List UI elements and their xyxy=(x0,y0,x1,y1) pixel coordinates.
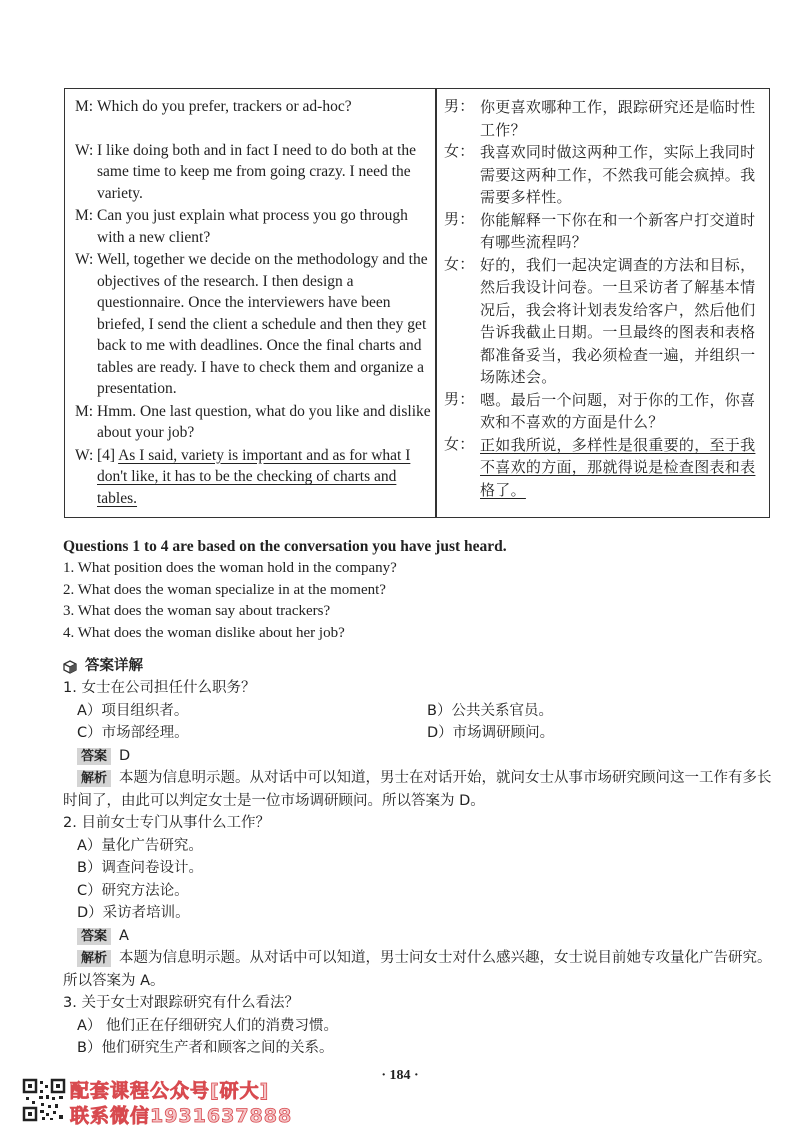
option: A） 他们正在仔细研究人们的消费习惯。 xyxy=(77,1017,339,1034)
option-row xyxy=(63,722,773,745)
answers-heading xyxy=(63,655,773,677)
dialogue-text: 好的，我们一起决定调查的方法和目标，然后我设计问卷。一旦采访者了解基本情况后，我会将计划表发给客户，然后他们告诉我截止日期。一旦最终的图表和表格都准备妥当，我必须检查一遍，并组织一场陈述会。 xyxy=(480,255,756,386)
questions-section xyxy=(63,536,768,644)
dialogue-turn-en xyxy=(75,249,431,400)
dialogue-turn-zh xyxy=(444,434,766,502)
answer-line xyxy=(63,745,773,768)
english-column xyxy=(75,96,431,509)
watermark-line: 联系微信1931637888 xyxy=(70,1105,293,1127)
dialogue-turn-zh xyxy=(444,141,766,209)
qr-code-icon xyxy=(22,1078,66,1122)
option: D）市场调研顾问。 xyxy=(427,725,555,741)
speaker-label: M: xyxy=(75,98,94,115)
analysis-text: 本题为信息明示题。从对话中可以知道，男士在对话开始，就问女士从事市场研究顾问这一工作有多长时间了，由此可以判定女士是一位市场调研顾问。所以答案为 D。 xyxy=(63,770,772,809)
option: B）他们研究生产者和顾客之间的关系。 xyxy=(77,1040,334,1056)
option-row xyxy=(63,700,773,723)
dialogue-turn-en xyxy=(75,140,431,205)
speaker-label: 女： xyxy=(444,436,475,453)
speaker-label: W: xyxy=(75,141,94,159)
question-item: 4. What does the woman dislike about her job? xyxy=(63,624,345,641)
cube-icon xyxy=(63,659,77,673)
option: B）公共关系官员。 xyxy=(427,702,553,719)
dialogue-text: Can you just explain what process you go through with a new client? xyxy=(97,207,408,246)
answer-value: D xyxy=(119,747,131,764)
answer-line xyxy=(63,925,773,948)
analysis-tag: 解析 xyxy=(77,770,111,787)
dialogue-text xyxy=(97,445,431,510)
option: B）调查问卷设计。 xyxy=(77,860,203,876)
analysis-line xyxy=(63,947,773,992)
dialogue-text: 我喜欢同时做这两种工作，实际上我同时需要这两种工作，不然我可能会疯掉。我需要多样性。 xyxy=(480,143,756,206)
question-item: 2. What does the woman specialize in at the moment? xyxy=(63,581,386,598)
dialogue-turn-en xyxy=(75,401,431,444)
question-marker: [4] xyxy=(97,446,119,464)
dialogue-text: Hmm. One last question, what do you like and dislike about your job? xyxy=(97,402,431,441)
dialogue-text: 你能解释一下你在和一个新客户打交道时有哪些流程吗？ xyxy=(480,210,756,251)
dialogue-text: 嗯。最后一个问题，对于你的工作，你喜欢和不喜欢的方面是什么？ xyxy=(480,390,756,431)
answers-title: 答案详解 xyxy=(85,658,143,674)
speaker-label: 女： xyxy=(444,256,475,273)
answers-section xyxy=(63,655,773,1060)
dialogue-turn-zh xyxy=(444,209,766,254)
dialogue-turn-en xyxy=(75,445,431,510)
answer-value: A xyxy=(119,927,129,944)
dialogue-turn-en xyxy=(75,96,431,118)
answer-tag: 答案 xyxy=(77,748,111,765)
dialogue-text: Well, together we decide on the methodology and the objectives of the research. I then design a questionnaire. Once the interviewers have been briefed, I send the client a schedule and then they get back to me with deadlines. Once the final charts and tables are ready. I have to check them and organize a presentation. xyxy=(97,251,428,397)
dialogue-turn-zh xyxy=(444,389,766,434)
watermark-line: 配套课程公众号[研大] xyxy=(70,1080,270,1102)
option: A）量化广告研究。 xyxy=(77,837,203,854)
question-item: 1. What position does the woman hold in the company? xyxy=(63,560,397,576)
speaker-label: 男： xyxy=(444,211,475,228)
analysis-tag: 解析 xyxy=(77,950,111,967)
speaker-label: 男： xyxy=(444,391,475,408)
answer-question: 2. 目前女士专门从事什么工作？ xyxy=(63,815,270,831)
answer-question: 1. 女士在公司担任什么职务？ xyxy=(63,680,256,696)
analysis-line xyxy=(63,767,773,812)
questions-heading: Questions 1 to 4 are based on the conversation you have just heard. xyxy=(63,538,507,555)
dialogue-text: Which do you prefer, trackers or ad-hoc? xyxy=(97,98,352,115)
option: A）项目组织者。 xyxy=(77,702,189,719)
chinese-column xyxy=(444,96,766,501)
question-item: 3. What does the woman say about trackers? xyxy=(63,603,331,619)
dialogue-turn-zh xyxy=(444,254,766,389)
dialogue-text: 你更喜欢哪种工作，跟踪研究还是临时性工作？ xyxy=(480,98,756,139)
table-divider xyxy=(435,88,437,518)
speaker-label: M: xyxy=(75,402,94,420)
key-sentence: As I said, variety is important and as for what I don't like, it has to be the checking of charts and tables. xyxy=(97,446,411,507)
answer-tag: 答案 xyxy=(77,928,111,945)
speaker-label: W: xyxy=(75,251,94,268)
dialogue-text: I like doing both and in fact I need to do both at the same time to keep me from going crazy. I need the variety. xyxy=(97,141,416,202)
page-number: · 184 · xyxy=(381,1068,419,1083)
analysis-text: 本题为信息明示题。从对话中可以知道，男士问女士对什么感兴趣，女士说目前她专攻量化广告研究。所以答案为 A。 xyxy=(63,950,772,989)
dialogue-turn-en xyxy=(75,205,431,248)
answer-question: 3. 关于女士对跟踪研究有什么看法？ xyxy=(63,995,299,1011)
speaker-label: M: xyxy=(75,207,94,224)
speaker-label: W: xyxy=(75,446,94,464)
option: C）市场部经理。 xyxy=(77,725,189,741)
key-sentence: 正如我所说，多样性是很重要的，至于我不喜欢的方面，那就得说是检查图表和表格了。 xyxy=(480,435,756,499)
dialogue-turn-zh xyxy=(444,96,766,141)
option: C）研究方法论。 xyxy=(77,882,189,899)
speaker-label: 男： xyxy=(444,99,475,115)
option: D）采访者培训。 xyxy=(77,905,190,921)
speaker-label: 女： xyxy=(444,144,475,160)
